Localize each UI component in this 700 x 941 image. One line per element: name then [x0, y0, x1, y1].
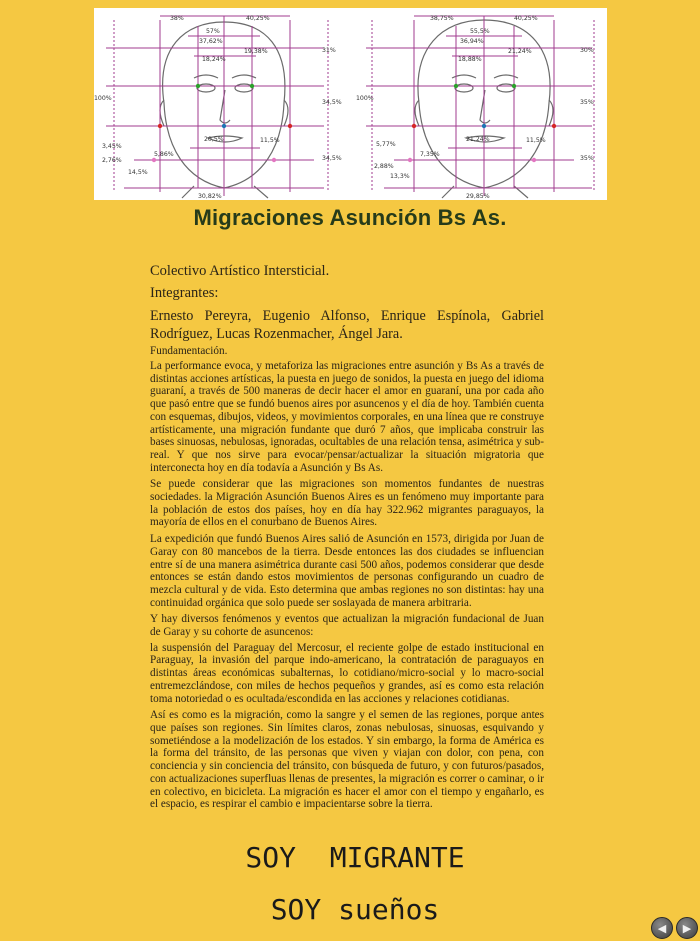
arrow-left-icon: ◀	[657, 921, 667, 935]
label-right-2: 34,5%	[322, 99, 342, 106]
members-list: Ernesto Pereyra, Eugenio Alfonso, Enrique Espínola, Gabriel Rodríguez, Lucas Rozenmacher, Ángel Jara.	[150, 308, 544, 342]
previous-page-button[interactable]	[651, 917, 673, 939]
label-left-3: 2,88%	[374, 163, 394, 170]
label-right-3: 34,5%	[322, 155, 342, 162]
slogan-soy-migrante: SOY MIGRANTE	[245, 841, 465, 874]
paragraph-5: la suspensión del Paraguay del Mercosur, el reciente golpe de estado institucional en Paraguay, la invasión del parque indo-americano, la contratación de paraguayos en distintas áreas económicas subalternas, lo cotidiano/micro-social y lo macro-social entremezclándose, con miles de hechos pequeños y grandes, así es como esta relación toma notoriedad o es ocultada/escondida en las acciones y relaciones cotidianas.	[150, 641, 544, 705]
collective-name: Colectivo Artístico Intersticial.	[150, 263, 330, 279]
label-inner-2: 37,62%	[199, 38, 223, 45]
label-bottom: 30,82%	[198, 193, 222, 200]
members-heading: Integrantes:	[150, 285, 219, 301]
label-inner-5: 21,24%	[466, 136, 490, 143]
next-page-button[interactable]	[676, 917, 698, 939]
left-face-labels	[94, 15, 342, 200]
paragraph-2: Se puede considerar que las migraciones son momentos fundantes de nuestras sociedades. la Migración Asunción Buenos Aires es un fenómeno muy importante para la población de estos dos países, hoy en día hay 322.962 migrantes paraguayos, la mayoría de ellos en el conurbano de Buenos Aires.	[150, 478, 544, 529]
label-bottom: 29,85%	[466, 193, 490, 200]
label-inner-3: 21,24%	[508, 48, 532, 55]
label-inner-1: 57%	[206, 28, 220, 35]
slogan-soy-suenos: SOY sueños	[270, 893, 440, 926]
label-left-4: 13,3%	[390, 173, 410, 180]
label-inner-2: 36,94%	[460, 38, 484, 45]
label-left-1: 100%	[94, 95, 112, 102]
page-title: Migraciones Asunción Bs As.	[193, 205, 507, 230]
label-top-2: 40,25%	[514, 15, 538, 22]
label-center-2: 11,5%	[526, 137, 546, 144]
arrow-right-icon: ▶	[682, 921, 692, 935]
label-left-4: 14,5%	[128, 169, 148, 176]
label-top-1: 38%	[170, 15, 184, 22]
paragraph-3: La expedición que fundó Buenos Aires salió de Asunción en 1573, dirigida por Juan de Garay con 80 mancebos de la tierra. Desde entonces las dos ciudades se influencian entre sí de una manera asimétrica durante casi 500 años, podemos considerar que desde entonces se están dando estos movimientos de personas configurando un cuadro de mezcla cultural y de vida. Esto determina que ambas regiones no son distintas: hay una continuidad orgánica que solo puede ser soslayada de manera arbitraria.	[150, 533, 544, 609]
label-right-1: 31%	[322, 47, 336, 54]
paragraph-6: Así es como es la migración, como la sangre y el semen de las regiones, porque antes que países son regiones. Sin límites claros, zonas nebulosas, sinuosas, esquivando y sometiéndose a la modelización de los estados. Y sin embargo, la forma de América es la forma del tránsito, de las personas que viven y viajan con dolor, con pena, con conciencia y sin conciencia del tránsito, con búsqueda de futuro, y con futuros/pasados, con actualizaciones superfluas llenas de presentes, la migración es correr o caminar, o ir en colectivo, en bicicleta. La migración es hacer el amor con el tiempo y engañarlo, es el espacio, es respirar el cambio e impacientarse sobre la tierra.	[150, 709, 544, 811]
label-center-2: 11,5%	[260, 137, 280, 144]
face-diagram	[94, 8, 607, 200]
label-inner-3: 19,38%	[244, 48, 268, 55]
label-left-1: 100%	[356, 95, 374, 102]
label-right-3: 35%	[580, 155, 594, 162]
foundation-heading: Fundamentación.	[150, 345, 228, 357]
paragraph-4: Y hay diversos fenómenos y eventos que actualizan la migración fundacional de Juan de Garay y su cohorte de asuncenos:	[150, 613, 544, 639]
label-right-2: 35%	[580, 99, 594, 106]
face-proportions-figure	[94, 8, 607, 200]
label-inner-4: 18,88%	[458, 56, 482, 63]
label-center-1: 7,35%	[420, 151, 440, 158]
label-left-2: 3,45%	[102, 143, 122, 150]
right-face-labels	[356, 15, 594, 200]
label-top-2: 40,25%	[246, 15, 270, 22]
label-left-2: 5,77%	[376, 141, 396, 148]
label-right-1: 30%	[580, 47, 594, 54]
label-inner-4: 18,24%	[202, 56, 226, 63]
paragraph-1: La performance evoca, y metaforiza las migraciones entre asunción y Bs As a través de distintas acciones artísticas, la puesta en juego de sonidos, la puesta en juego del idioma guaraní, a través de 500 maneras de decir hacer el amor en guaraní, una por cada año que pasó entre que se fundó buenos aires por asuncenos y el día de hoy. También cuenta con esquemas, dibujos, videos, y movimientos corporales, en una línea que re construye artísticamente, una migración fundante que duró 7 años, que implicaba construir las bases sinuosas, nebulosas, ignoradas, ocultables de una relación tensa, asimétrica y sub-real. Y que nos sirve para evocar/pensar/actualizar la situación migratoria que interconecta hoy en día todavía a Asunción y Bs As.	[150, 360, 544, 474]
label-inner-5: 20,5%	[204, 136, 224, 143]
document-body	[150, 262, 544, 815]
label-inner-1: 55,5%	[470, 28, 490, 35]
label-center-1: 5,86%	[154, 151, 174, 158]
label-top-1: 38,75%	[430, 15, 454, 22]
label-left-3: 2,76%	[102, 157, 122, 164]
